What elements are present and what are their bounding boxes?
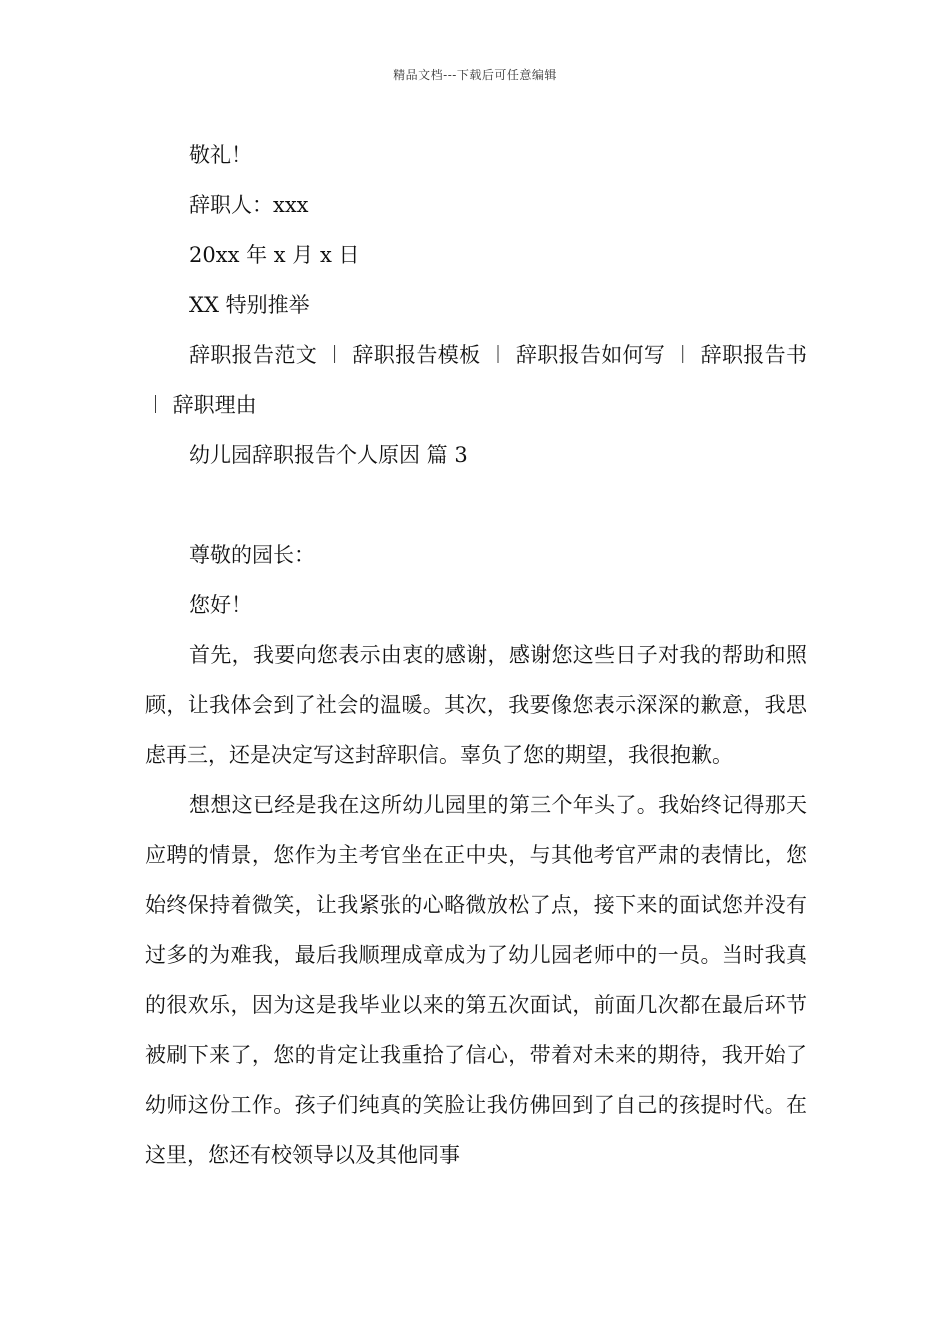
page-header: 精品文档---下载后可任意编辑 [393, 68, 557, 82]
greeting: 您好！ [189, 593, 252, 617]
closing-line: 敬礼！ [189, 143, 252, 167]
signer-line: 辞职人：xxx [189, 193, 309, 217]
recommend-title: XX 特别推举 [189, 293, 310, 317]
paragraph-2: 想想这已经是我在这所幼儿园里的第三个年头了。我始终记得那天应聘的情景，您作为主考官坐在正中央，与其他考官严肃的表情比，您始终保持着微笑，让我紧张的心略微放松了点，接下来的面试您并没有过多的为难我，最后我顺理成章成为了幼儿园老师中的一员。当时我真的很欢乐，因为这是我毕业以来的第五次面试，前面几次都在最后环节被刷下来了，您的肯定让我重拾了信心，带着对未来的期待，我开始了幼师这份工作。孩子们纯真的笑脸让我仿佛回到了自己的孩提时代。在这里，您还有校领导以及其他同事 [145, 793, 807, 1167]
paragraph-1: 首先，我要向您表示由衷的感谢，感谢您这些日子对我的帮助和照顾，让我体会到了社会的温暖。其次，我要像您表示深深的歉意，我思虑再三，还是决定写这封辞职信。辜负了您的期望，我很抱歉。 [145, 643, 807, 767]
blank-line [145, 480, 807, 530]
related-links: 辞职报告范文 ︱ 辞职报告模板 ︱ 辞职报告如何写 ︱ 辞职报告书 ︱ 辞职理由 [145, 343, 807, 417]
document-body [145, 130, 807, 1180]
date-line: 20xx 年 x 月 x 日 [189, 243, 360, 267]
section-title: 幼儿园辞职报告个人原因 篇 3 [189, 443, 468, 467]
salutation: 尊敬的园长： [189, 543, 315, 567]
